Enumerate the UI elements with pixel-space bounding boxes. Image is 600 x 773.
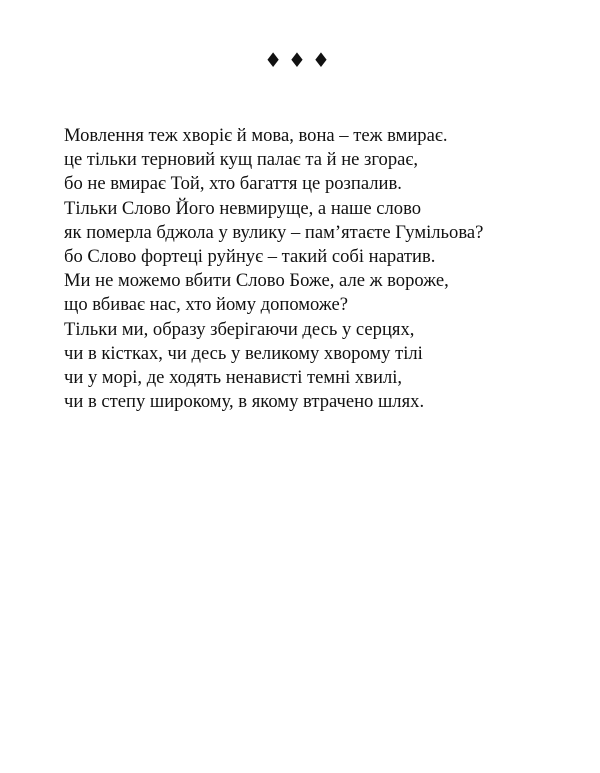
poem-line-4: Тільки Слово Його невмируще, а наше слово — [64, 197, 422, 219]
poem-line-6: бо Слово фортеці руйнує – такий собі наратив. — [64, 246, 436, 268]
poem-line-10: чи в кістках, чи десь у великому хворому тілі — [64, 342, 423, 364]
poem-line-9: Тільки ми, образу зберігаючи десь у серцях, — [64, 318, 415, 340]
poem-line-2: це тільки терновий кущ палає та й не згорає, — [64, 149, 419, 171]
poem-line-12: чи в степу широкому, в якому втрачено шлях. — [64, 391, 425, 413]
poem-line-3: бо не вмирає Той, хто багаття це розпалив. — [64, 173, 402, 195]
poem-line-1: Мовлення теж хворіє й мова, вона – теж вмирає. — [64, 125, 448, 146]
poem-line-7: Ми не можемо вбити Слово Боже, але ж вороже, — [64, 270, 449, 292]
diamond-ornament-icon: ♦♦♦ — [264, 48, 336, 72]
poem-line-5: як померла бджола у вулику – пам’ятаєте Гумільова? — [64, 221, 484, 243]
poem-line-8: що вбиває нас, хто йому допоможе? — [64, 294, 348, 316]
poem-line-11: чи у морі, де ходять ненависті темні хвилі, — [64, 367, 403, 389]
poem-stanza — [64, 124, 584, 414]
